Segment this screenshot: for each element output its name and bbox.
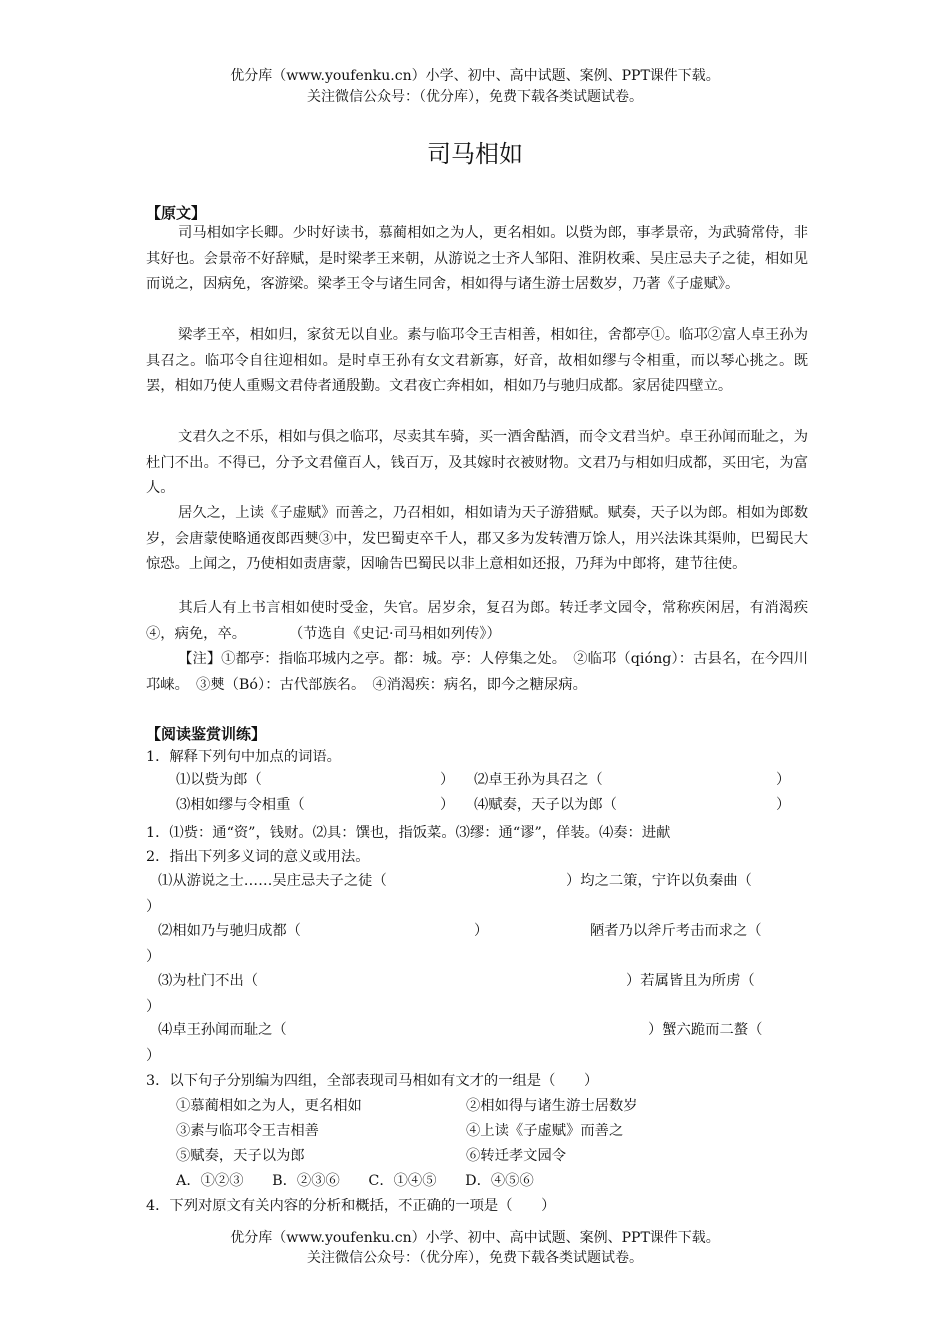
question-2: 2．指出下列多义词的意义或用法。 xyxy=(146,849,370,865)
q2-item-1-close: ） xyxy=(146,899,161,915)
q2-item-4b: ）蟹六跪而二螯（ xyxy=(648,1022,763,1038)
q2-item-3a: ⑶为杜门不出（ xyxy=(158,973,259,989)
q3-option-3: ③素与临邛令王吉相善 xyxy=(176,1123,319,1139)
q1-item-a-close: ） xyxy=(440,772,455,788)
q3-option-2: ②相如得与诸生游士居数岁 xyxy=(466,1098,638,1114)
q2-item-2a: ⑵相如乃与驰归成都（ xyxy=(158,923,301,939)
q1-item-d: ⑷赋奏，天子以为郎（ xyxy=(474,797,617,813)
q2-item-4a: ⑷卓王孙闻而耻之（ xyxy=(158,1022,287,1038)
training-heading: 【阅读鉴赏训练】 xyxy=(146,725,267,743)
q1-item-b-close: ） xyxy=(776,772,791,788)
annotation-note: 【注】①都亭：指临邛城内之亭。都：城。亭：人停集之处。 ②临邛（qióng）：古县名，在今四川邛崃。 ③僰（Bó）：古代部族名。 ④消渴疾：病名，即今之糖尿病。 xyxy=(146,651,808,693)
q3-option-4: ④上读《子虚赋》而善之 xyxy=(466,1123,624,1139)
paragraph-1: 司马相如字长卿。少时好读书，慕蔺相如之为人，更名相如。以赀为郎，事孝景帝，为武骑常侍，非其好也。会景帝不好辞赋，是时梁孝王来朝，从游说之士齐人邹阳、淮阴枚乘、吴庄忌夫子之徒，相如见而说之，因病免，客游梁。梁孝王令与诸生同舍，相如得与诸生游士居数岁，乃著《子虚赋》。 xyxy=(146,225,808,292)
q3-option-6: ⑥转迁孝文园令 xyxy=(466,1148,567,1164)
q2-item-1b: ）均之二策，宁许以负秦曲（ xyxy=(566,873,752,889)
q2-item-2-close: ） xyxy=(146,949,161,965)
q2-item-3-close: ） xyxy=(146,999,161,1015)
q2-item-4-close: ） xyxy=(146,1048,161,1064)
question-1: 1．解释下列句中加点的词语。 xyxy=(146,749,341,765)
q2-item-1a: ⑴从游说之士……吴庄忌夫子之徒（ xyxy=(158,873,387,889)
footer-line-1: 优分库（www.youfenku.cn）小学、初中、高中试题、案例、PPT课件下载。 xyxy=(230,1230,720,1246)
paragraph-3: 文君久之不乐，相如与俱之临邛，尽卖其车骑，买一酒舍酤酒，而令文君当炉。卓王孙闻而耻之，为杜门不出。不得已，分予文君僮百人，钱百万，及其嫁时衣被财物。文君乃与相如归成都，买田宅，为富人。 xyxy=(146,429,808,496)
paragraph-2: 梁孝王卒，相如归，家贫无以自业。素与临邛令王吉相善，相如往，舍都亭①。临邛②富人卓王孙为具召之。临邛令自往迎相如。是时卓王孙有女文君新寡，好音，故相如缪与令相重，而以琴心挑之。既罢，相如乃使人重赐文君侍者通殷勤。文君夜亡奔相如，相如乃与驰归成都。家居徒四壁立。 xyxy=(146,327,808,394)
q1-item-a: ⑴以赀为郎（ xyxy=(176,772,262,788)
question-4: 4．下列对原文有关内容的分析和概括，不正确的一项是（ ） xyxy=(146,1198,556,1214)
header-line-2: 关注微信公众号：（优分库），免费下载各类试题试卷。 xyxy=(307,89,643,105)
header-line-1: 优分库（www.youfenku.cn）小学、初中、高中试题、案例、PPT课件下载。 xyxy=(230,68,720,84)
footer-line-2: 关注微信公众号：（优分库），免费下载各类试题试卷。 xyxy=(307,1250,643,1266)
paragraph-4: 居久之，上读《子虚赋》而善之，乃召相如，相如请为天子游猎赋。赋奏，天子以为郎。相如为郎数岁，会唐蒙使略通夜郎西僰③中，发巴蜀吏卒千人，郡又多为发转漕万馀人，用兴法诛其渠帅，巴蜀民大惊恐。上闻之，乃使相如责唐蒙，因喻告巴蜀民以非上意相如还报，乃拜为中郎将，建节往使。 xyxy=(146,505,808,572)
q2-item-3b: ）若属皆且为所虏（ xyxy=(626,973,755,989)
q3-option-5: ⑤赋奏，天子以为郎 xyxy=(176,1148,305,1164)
q3-option-1: ①慕蔺相如之为人，更名相如 xyxy=(176,1098,362,1114)
source-citation: （节选自《史记·司马相如列传》） xyxy=(296,625,501,642)
q1-item-c-close: ） xyxy=(440,797,455,813)
q2-item-2b: 陋者乃以斧斤考击而求之（ xyxy=(590,923,762,939)
q2-item-2-mid-close: ） xyxy=(474,923,489,939)
question-3: 3．以下句子分别编为四组，全部表现司马相如有文才的一组是（ ） xyxy=(146,1073,599,1089)
page-title: 司马相如 xyxy=(427,140,523,168)
q1-item-d-close: ） xyxy=(776,797,791,813)
answer-1: 1．⑴赀：通“资”，钱财。⑵具：馔也，指饭菜。⑶缪：通“谬”，佯装。⑷奏：进献 xyxy=(146,825,671,841)
original-heading: 【原文】 xyxy=(146,204,207,222)
paragraph-5: 其后人有上书言相如使时受金，失官。居岁余，复召为郎。转迁孝文园令，常称疾闲居，有消渴疾④，病免，卒。 （节选自《史记·司马相如列传》） xyxy=(146,600,808,642)
q1-item-c: ⑶相如缪与令相重（ xyxy=(176,797,305,813)
q3-choices: A．①②③ B．②③⑥ C．①④⑤ D．④⑤⑥ xyxy=(176,1173,534,1189)
q1-item-b: ⑵卓王孙为具召之（ xyxy=(474,772,603,788)
